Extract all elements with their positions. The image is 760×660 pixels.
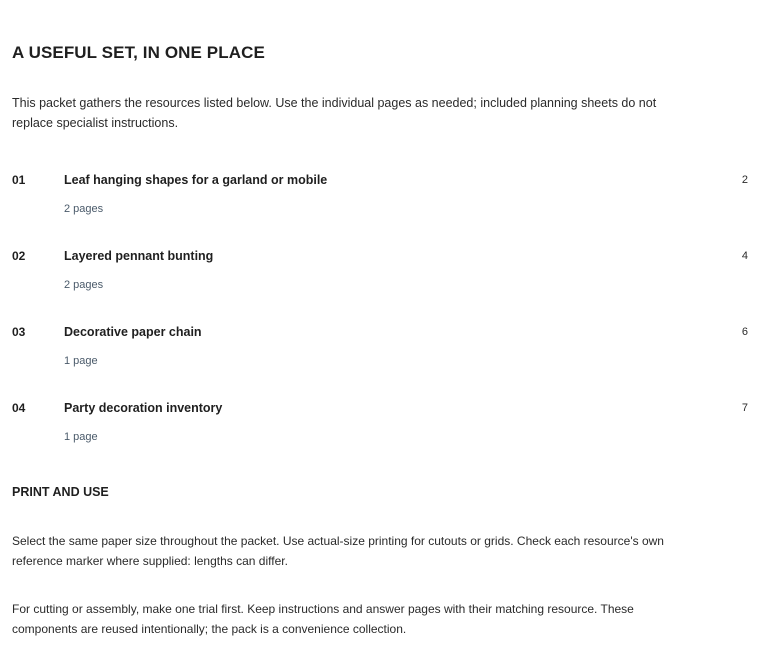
toc-item-page-number: 4 xyxy=(741,250,748,262)
toc-item-page-count: 2 pages xyxy=(64,279,104,291)
toc-item-page-count: 1 page xyxy=(64,431,98,443)
print-paragraph: For cutting or assembly, make one trial first. Keep instructions and answer pages with their matching resource. These components are reused intentionally; the pack is a convenience collection. xyxy=(12,602,634,636)
page-title: A USEFUL SET, IN ONE PLACE xyxy=(12,43,265,62)
toc-item-title: Party decoration inventory xyxy=(64,401,223,415)
toc-item-number: 04 xyxy=(12,401,26,415)
print-section-title: PRINT AND USE xyxy=(12,485,109,499)
toc-item-page-number: 6 xyxy=(741,326,748,338)
toc-item-title: Layered pennant bunting xyxy=(64,249,214,263)
toc-item-title: Decorative paper chain xyxy=(64,325,202,339)
toc-item-number: 01 xyxy=(12,173,26,187)
table-of-contents xyxy=(12,170,748,474)
intro-paragraph: This packet gathers the resources listed below. Use the individual pages as needed; included planning sheets do not replace specialist instructions. xyxy=(12,96,657,130)
toc-item xyxy=(12,170,748,246)
toc-item-title: Leaf hanging shapes for a garland or mobile xyxy=(64,173,328,187)
toc-item-number: 02 xyxy=(12,249,26,263)
print-paragraph: Select the same paper size throughout the packet. Use actual-size printing for cutouts or grids. Check each resource's own reference marker where supplied: lengths can differ. xyxy=(12,534,664,568)
toc-item xyxy=(12,322,748,398)
toc-item xyxy=(12,246,748,322)
toc-item-number: 03 xyxy=(12,325,26,339)
toc-item xyxy=(12,398,748,474)
toc-item-page-count: 2 pages xyxy=(64,203,104,215)
toc-item-page-count: 1 page xyxy=(64,355,98,367)
toc-item-page-number: 2 xyxy=(741,174,748,186)
toc-item-page-number: 7 xyxy=(741,402,748,414)
